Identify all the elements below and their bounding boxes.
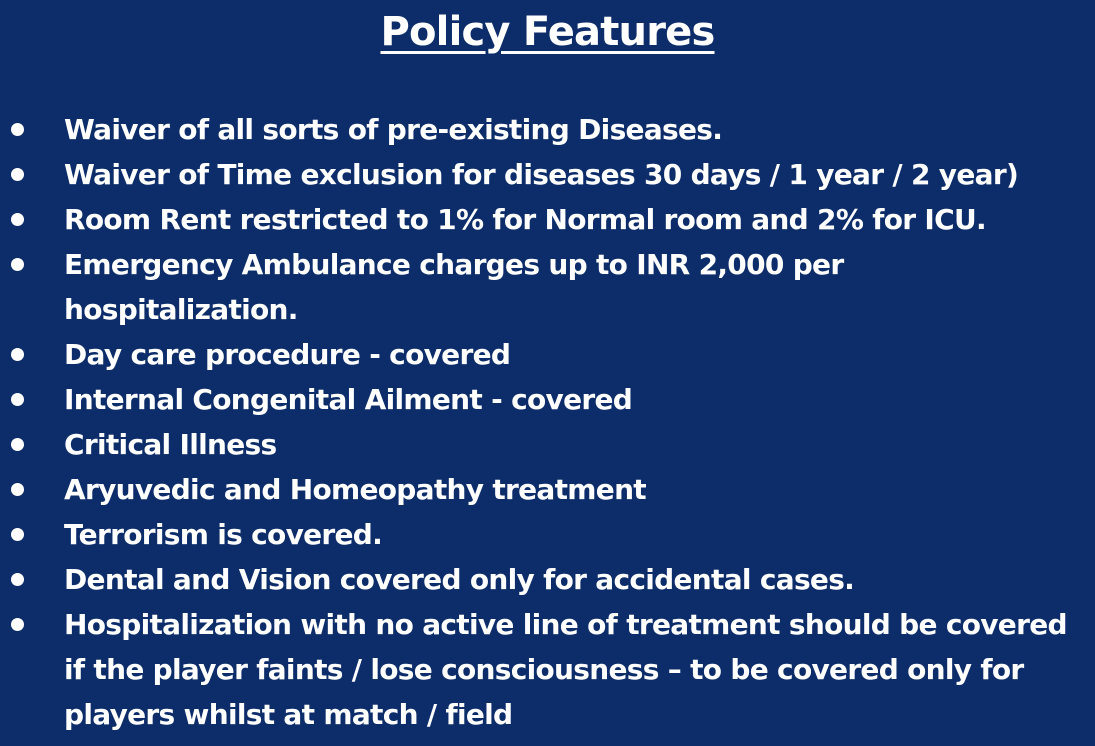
bullet-dot-icon: [11, 393, 24, 406]
bullet-text-line: Waiver of all sorts of pre-existing Diseases.: [64, 113, 723, 146]
bullet-text-line: Day care procedure - covered: [64, 338, 511, 371]
bullet-dot-icon: [11, 348, 24, 361]
bullet-item: [0, 602, 1095, 737]
bullet-item: [0, 242, 1095, 332]
bullet-item: [0, 332, 1095, 377]
bullet-item: [0, 557, 1095, 602]
bullet-dot-icon: [11, 573, 24, 586]
bullet-item: [0, 512, 1095, 557]
bullet-item: [0, 107, 1095, 152]
bullet-dot-icon: [11, 528, 24, 541]
bullet-dot-icon: [11, 438, 24, 451]
bullet-text-line: Terrorism is covered.: [64, 518, 383, 551]
bullet-dot-icon: [11, 213, 24, 226]
bullet-text-line: Emergency Ambulance charges up to INR 2,000 per: [64, 248, 844, 281]
bullet-text-line: Dental and Vision covered only for accidental cases.: [64, 563, 855, 596]
bullet-item: [0, 422, 1095, 467]
bullet-text-line: Critical Illness: [64, 428, 277, 461]
bullet-text-line: Room Rent restricted to 1% for Normal room and 2% for ICU.: [64, 203, 986, 236]
bullet-text-line: players whilst at match / field: [64, 698, 513, 731]
slide-title: Policy Features: [380, 9, 715, 55]
bullet-dot-icon: [11, 483, 24, 496]
bullet-item: [0, 197, 1095, 242]
bullet-item: [0, 467, 1095, 512]
bullet-text-line: if the player faints / lose consciousness – to be covered only for: [64, 653, 1024, 686]
bullet-text-line: Hospitalization with no active line of treatment should be covered: [64, 608, 1067, 641]
bullet-dot-icon: [11, 168, 24, 181]
bullet-dot-icon: [11, 258, 24, 271]
bullet-text-line: Waiver of Time exclusion for diseases 30 days / 1 year / 2 year): [64, 158, 1019, 191]
bullet-text-line: hospitalization.: [64, 293, 298, 326]
bullet-dot-icon: [11, 618, 24, 631]
bullet-item: [0, 377, 1095, 422]
bullet-dot-icon: [11, 123, 24, 136]
bullet-text-line: Internal Congenital Ailment - covered: [64, 383, 633, 416]
bullet-item: [0, 152, 1095, 197]
bullet-text-line: Aryuvedic and Homeopathy treatment: [64, 473, 646, 506]
policy-features-list: [0, 107, 1095, 737]
